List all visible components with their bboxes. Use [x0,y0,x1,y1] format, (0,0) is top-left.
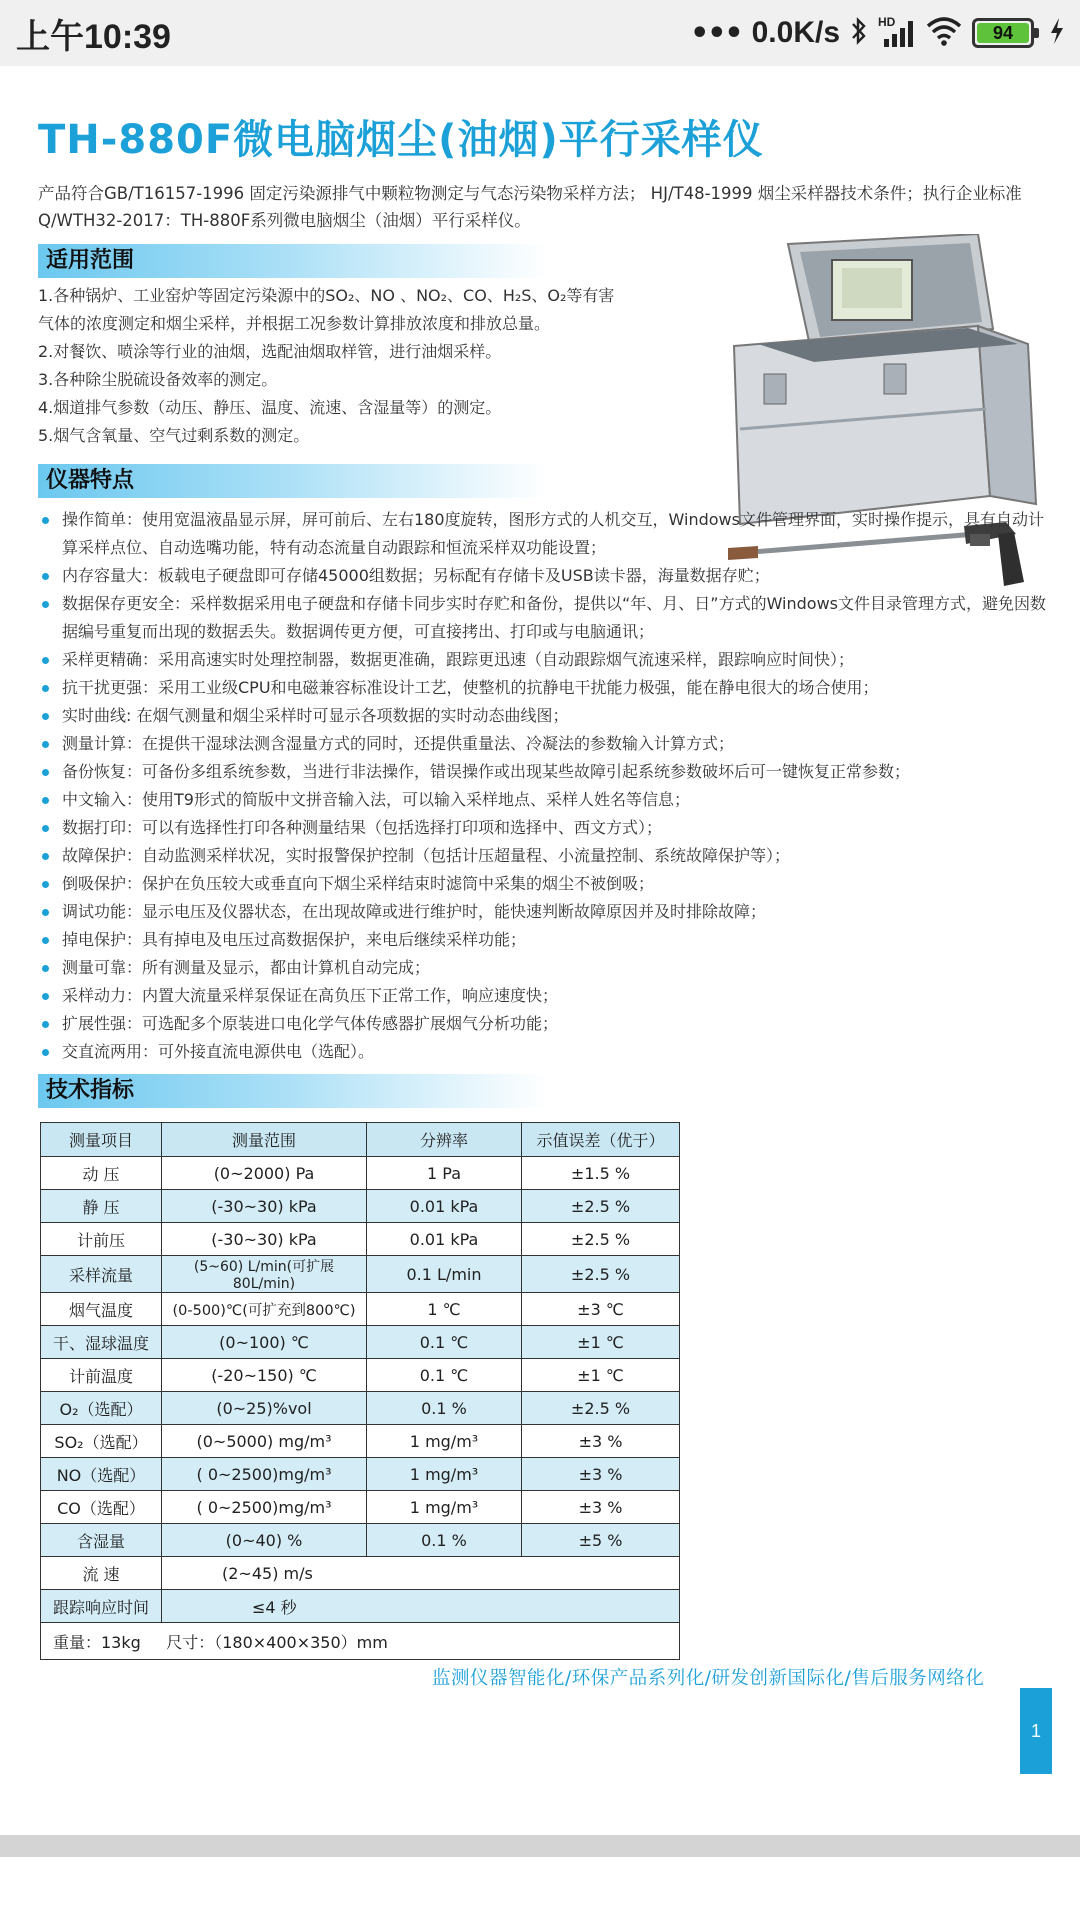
table-cell: 1 mg/m³ [367,1491,522,1524]
bullet-icon [42,937,49,944]
bullet-icon [42,825,49,832]
table-cell: (0~2000) Pa [162,1157,367,1190]
column-header: 测量项目 [41,1123,162,1157]
feature-item: 测量可靠：所有测量及显示，都由计算机自动完成； [38,954,1058,982]
table-cell: ±3 % [522,1425,680,1458]
bullet-icon [42,965,49,972]
bullet-icon [42,741,49,748]
feature-item: 实时曲线: 在烟气测量和烟尘采样时可显示各项数据的实时动态曲线图； [38,702,1058,730]
table-row [41,1425,680,1458]
table-row [41,1256,680,1293]
section-header-specs: 技术指标 [38,1074,548,1108]
table-cell: O₂（选配） [41,1392,162,1425]
bullet-icon [42,517,49,524]
battery-icon [972,18,1034,48]
feature-item: 扩展性强：可选配多个原装进口电化学气体传感器扩展烟气分析功能； [38,1010,1058,1038]
table-row [41,1157,680,1190]
table-cell: ±3 ℃ [522,1293,680,1326]
column-header: 分辨率 [367,1123,522,1157]
table-cell: ±1.5 % [522,1157,680,1190]
feature-item: 操作简单：使用宽温液晶显示屏，屏可前后、左右180度旋转，图形方式的人机交互，Windows文件管理界面，实时操作提示，具有自动计算采样点位、自动选嘴功能，特有动态流量自动跟踪和恒流采样双功能设置； [38,506,1058,562]
bullet-icon [42,573,49,580]
table-cell: (0~5000) mg/m³ [162,1425,367,1458]
table-row [41,1590,680,1623]
table-header-row [41,1123,680,1157]
table-cell: ( 0~2500)mg/m³ [162,1491,367,1524]
bullet-icon [42,1049,49,1056]
feature-item: 中文输入：使用T9形式的简版中文拼音输入法，可以输入采样地点、采样人姓名等信息； [38,786,1058,814]
table-cell: ±1 ℃ [522,1359,680,1392]
table-row [41,1190,680,1223]
table-cell: 跟踪响应时间 [41,1590,162,1623]
table-cell: NO（选配） [41,1458,162,1491]
table-cell: ±1 ℃ [522,1326,680,1359]
bullet-icon [42,685,49,692]
battery-level: 94 [992,22,1014,43]
table-cell: 1 Pa [367,1157,522,1190]
table-cell: ±2.5 % [522,1392,680,1425]
table-footer-row [41,1623,680,1660]
bullet-icon [42,713,49,720]
bullet-icon [42,601,49,608]
bullet-icon [42,993,49,1000]
feature-item: 备份恢复：可备份多组系统参数，当进行非法操作，错误操作或出现某些故障引起系统参数破坏后可一键恢复正常参数； [38,758,1058,786]
bullet-icon [42,909,49,916]
table-row [41,1458,680,1491]
page-separator [0,1835,1080,1857]
table-cell: 静 压 [41,1190,162,1223]
status-bar [0,0,1080,66]
table-cell: SO₂（选配） [41,1425,162,1458]
page-title: TH-880F微电脑烟尘(油烟)平行采样仪 [38,117,764,163]
table-cell: ±3 % [522,1491,680,1524]
table-cell: 0.01 kPa [367,1223,522,1256]
table-row [41,1359,680,1392]
feature-item: 采样动力：内置大流量采样泵保证在高负压下正常工作，响应速度快； [38,982,1058,1010]
table-cell: 0.1 % [367,1524,522,1557]
table-cell: (0-500)℃(可扩充到800℃) [162,1293,367,1326]
table-cell: 计前温度 [41,1359,162,1392]
scope-item: 2.对餐饮、喷涂等行业的油烟，选配油烟取样管，进行油烟采样。 [38,342,502,361]
bullet-icon [42,769,49,776]
feature-item: 调试功能：显示电压及仪器状态，在出现故障或进行维护时，能快速判断故障原因并及时排除故障； [38,898,1058,926]
table-cell: ±3 % [522,1458,680,1491]
table-row [41,1223,680,1256]
scope-item: 5.烟气含氧量、空气过剩系数的测定。 [38,426,310,445]
table-row [41,1557,680,1590]
slogan: 监测仪器智能化/环保产品系列化/研发创新国际化/售后服务网络化 [432,1668,985,1689]
bluetooth-icon [850,16,868,50]
intro-paragraph: 产品符合GB/T16157-1996 固定污染源排气中颗粒物测定与气态污染物采样方法； HJ/T48-1999 烟尘采样器技术条件；执行企业标准Q/WTH32-2017：TH-880F系列微电脑烟尘（油烟）平行采样仪。 [38,184,1022,230]
column-header: 示值误差（优于） [522,1123,680,1157]
table-cell: 0.01 kPa [367,1190,522,1223]
table-cell: 1 ℃ [367,1293,522,1326]
feature-item: 数据打印：可以有选择性打印各种测量结果（包括选择打印项和选择中、西文方式）； [38,814,1058,842]
table-cell: ±2.5 % [522,1190,680,1223]
page-number: 1 [1020,1688,1052,1774]
table-cell: 烟气温度 [41,1293,162,1326]
table-cell: 干、湿球温度 [41,1326,162,1359]
table-cell: 0.1 ℃ [367,1359,522,1392]
table-footer: 重量：13kg 尺寸：（180×400×350）mm [41,1623,680,1660]
feature-item: 故障保护：自动监测采样状况，实时报警保护控制（包括计压超量程、小流量控制、系统故障保护等）； [38,842,1058,870]
table-cell: 1 mg/m³ [367,1425,522,1458]
column-header: 测量范围 [162,1123,367,1157]
feature-item: 测量计算：在提供干湿球法测含湿量方式的同时，还提供重量法、冷凝法的参数输入计算方式； [38,730,1058,758]
wifi-icon [926,16,962,50]
table-row [41,1491,680,1524]
table-cell: (-30~30) kPa [162,1223,367,1256]
feature-item: 掉电保护：具有掉电及电压过高数据保护，来电后继续采样功能； [38,926,1058,954]
table-cell: (0~25)%vol [162,1392,367,1425]
table-cell: ±2.5 % [522,1256,680,1293]
table-row [41,1524,680,1557]
bullet-icon [42,881,49,888]
feature-item: 采样更精确：采用高速实时处理控制器，数据更准确，跟踪更迅速（自动跟踪烟气流速采样，跟踪响应时间快）； [38,646,1058,674]
table-cell: ±2.5 % [522,1223,680,1256]
scope-item: 3.各种除尘脱硫设备效率的测定。 [38,370,278,389]
table-cell: (2~45) m/s [162,1557,680,1590]
table-cell: 计前压 [41,1223,162,1256]
bullet-icon [42,853,49,860]
status-time: 上午10:39 [16,17,171,56]
table-cell: 0.1 % [367,1392,522,1425]
scope-item: 4.烟道排气参数（动压、静压、温度、流速、含湿量等）的测定。 [38,398,502,417]
table-row [41,1293,680,1326]
more-dots-icon: ••• [690,15,742,51]
table-cell: 流 速 [41,1557,162,1590]
table-cell: (-20~150) ℃ [162,1359,367,1392]
table-cell: 1 mg/m³ [367,1458,522,1491]
bullet-icon [42,797,49,804]
table-cell: 含湿量 [41,1524,162,1557]
features-list [38,506,1058,1066]
table-cell: (0~40) % [162,1524,367,1557]
table-cell: (-30~30) kPa [162,1190,367,1223]
table-row [41,1392,680,1425]
spec-table [40,1122,680,1660]
scope-item: 1.各种锅炉、工业窑炉等固定污染源中的SO₂、NO 、NO₂、CO、H₂S、O₂等有害 [38,286,615,305]
table-cell: ±5 % [522,1524,680,1557]
table-row [41,1326,680,1359]
scope-list [38,282,658,450]
network-speed: 0.0K/s [751,16,840,49]
feature-item: 抗干扰更强：采用工业级CPU和电磁兼容标准设计工艺，使整机的抗静电干扰能力极强，能在静电很大的场合使用； [38,674,1058,702]
network-type: HD [878,15,896,29]
signal-icon [878,17,916,49]
feature-item: 数据保存更安全：采样数据采用电子硬盘和存储卡同步实时存贮和备份，提供以“年、月、日”方式的Windows文件目录管理方式，避免因数据编号重复而出现的数据丢失。数据调传更方便，可直接拷出、打印或与电脑通讯； [38,590,1058,646]
bullet-icon [42,1021,49,1028]
bullet-icon [42,657,49,664]
charging-icon [1050,18,1064,48]
table-cell: (5~60) L/min(可扩展80L/min) [162,1256,367,1293]
table-cell: (0~100) ℃ [162,1326,367,1359]
feature-item: 内存容量大：板载电子硬盘即可存储45000组数据；另标配有存储卡及USB读卡器，海量数据存贮； [38,562,1058,590]
table-cell: CO（选配） [41,1491,162,1524]
feature-item: 倒吸保护：保护在负压较大或垂直向下烟尘采样结束时滤筒中采集的烟尘不被倒吸； [38,870,1058,898]
section-header-features: 仪器特点 [38,464,548,498]
status-icons [690,16,1064,51]
section-header-scope: 适用范围 [38,244,548,278]
table-cell: 采样流量 [41,1256,162,1293]
table-cell: ( 0~2500)mg/m³ [162,1458,367,1491]
feature-item: 交直流两用：可外接直流电源供电（选配）。 [38,1038,1058,1066]
table-cell: 0.1 ℃ [367,1326,522,1359]
table-cell: 0.1 L/min [367,1256,522,1293]
table-cell: 动 压 [41,1157,162,1190]
scope-item: 气体的浓度测定和烟尘采样，并根据工况参数计算排放浓度和排放总量。 [38,314,551,333]
table-cell: ≤4 秒 [162,1590,680,1623]
